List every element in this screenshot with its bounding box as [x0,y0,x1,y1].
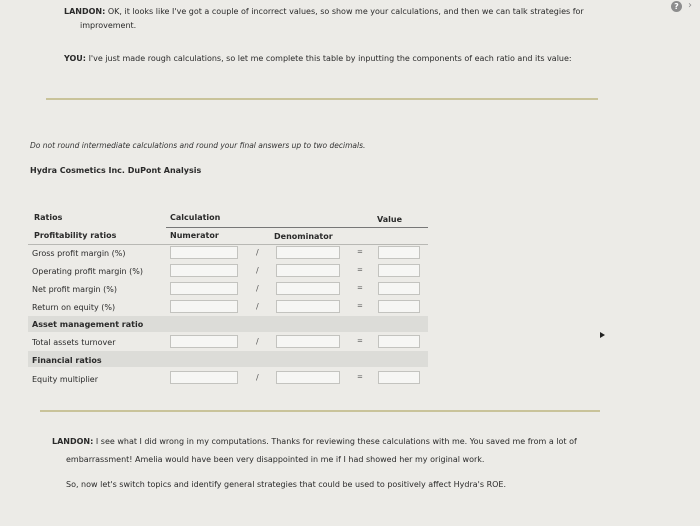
equals-sign: = [357,373,363,381]
header-numerator: Numerator [170,231,219,240]
turnover-numerator-input[interactable] [170,335,238,348]
divide-sign: / [256,337,259,346]
divide-sign: / [256,266,259,275]
row-label-return-on-equity: Return on equity (%) [32,303,116,312]
speaker-landon: LANDON: [52,437,94,446]
row-label-operating-profit-margin: Operating profit margin (%) [32,267,143,276]
financial-section: Financial ratios [32,356,102,365]
divide-sign: / [256,302,259,311]
header-value: Value [377,215,403,224]
speaker-you: YOU: [64,54,87,63]
divider-bottom [40,410,600,412]
divide-sign: / [256,248,259,257]
profitability-section: Profitability ratios [34,231,117,240]
mouse-cursor [600,332,605,338]
landon-line-1: OK, it looks like I've got a couple of incorrect values, so show me your calculations, and then we can talk strategies for [107,7,584,16]
roe-denominator-input[interactable] [276,300,340,313]
net-margin-denominator-input[interactable] [276,282,340,295]
operating-margin-numerator-input[interactable] [170,264,238,277]
equals-sign: = [357,284,363,292]
net-margin-numerator-input[interactable] [170,282,238,295]
equals-sign: = [357,302,363,310]
row-divider [28,244,428,245]
landon-bottom-line-1: I see what I did wrong in my computations. Thanks for reviewing these calculations with me. You saved me from a lot of [95,437,577,446]
you-dialog [64,51,664,66]
header-calculation: Calculation [170,213,221,222]
landon-dialog-bottom [52,434,652,449]
equals-sign: = [357,337,363,345]
equals-sign: = [357,248,363,256]
divider-top [46,98,598,100]
gross-margin-denominator-input[interactable] [276,246,340,259]
multiplier-denominator-input[interactable] [276,371,340,384]
table-title: Hydra Cosmetics Inc. DuPont Analysis [30,166,202,175]
header-rule [166,227,428,228]
operating-margin-value-input[interactable] [378,264,420,277]
multiplier-numerator-input[interactable] [170,371,238,384]
speaker-landon: LANDON: [64,7,106,16]
row-label-total-assets-turnover: Total assets turnover [32,338,116,347]
row-label-equity-multiplier: Equity multiplier [32,375,99,384]
asset-management-section: Asset management ratio [32,320,144,329]
multiplier-value-input[interactable] [378,371,420,384]
divide-sign: / [256,284,259,293]
header-denominator: Denominator [274,232,333,241]
landon-bottom-line-2: embarrassment! Amelia would have been very disappointed in me if I had showed her my original work. [66,455,485,464]
equals-sign: = [357,266,363,274]
landon-bottom-line-3: So, now let's switch topics and identify general strategies that could be used to positively affect Hydra's ROE. [66,480,507,489]
chevron-right-icon[interactable]: › [688,0,692,11]
header-ratios: Ratios [34,213,63,222]
divide-sign: / [256,373,259,382]
help-icon[interactable]: ? [671,1,682,12]
roe-numerator-input[interactable] [170,300,238,313]
roe-value-input[interactable] [378,300,420,313]
net-margin-value-input[interactable] [378,282,420,295]
row-label-net-profit-margin: Net profit margin (%) [32,285,117,294]
turnover-value-input[interactable] [378,335,420,348]
gross-margin-numerator-input[interactable] [170,246,238,259]
instructions: Do not round intermediate calculations and round your final answers up to two decimals. [30,141,366,150]
you-text: I've just made rough calculations, so let me complete this table by inputting the components of each ratio and its value: [88,54,572,63]
landon-line-2: improvement. [80,21,137,30]
turnover-denominator-input[interactable] [276,335,340,348]
operating-margin-denominator-input[interactable] [276,264,340,277]
gross-margin-value-input[interactable] [378,246,420,259]
row-label-gross-profit-margin: Gross profit margin (%) [32,249,126,258]
landon-dialog-top [64,4,664,19]
